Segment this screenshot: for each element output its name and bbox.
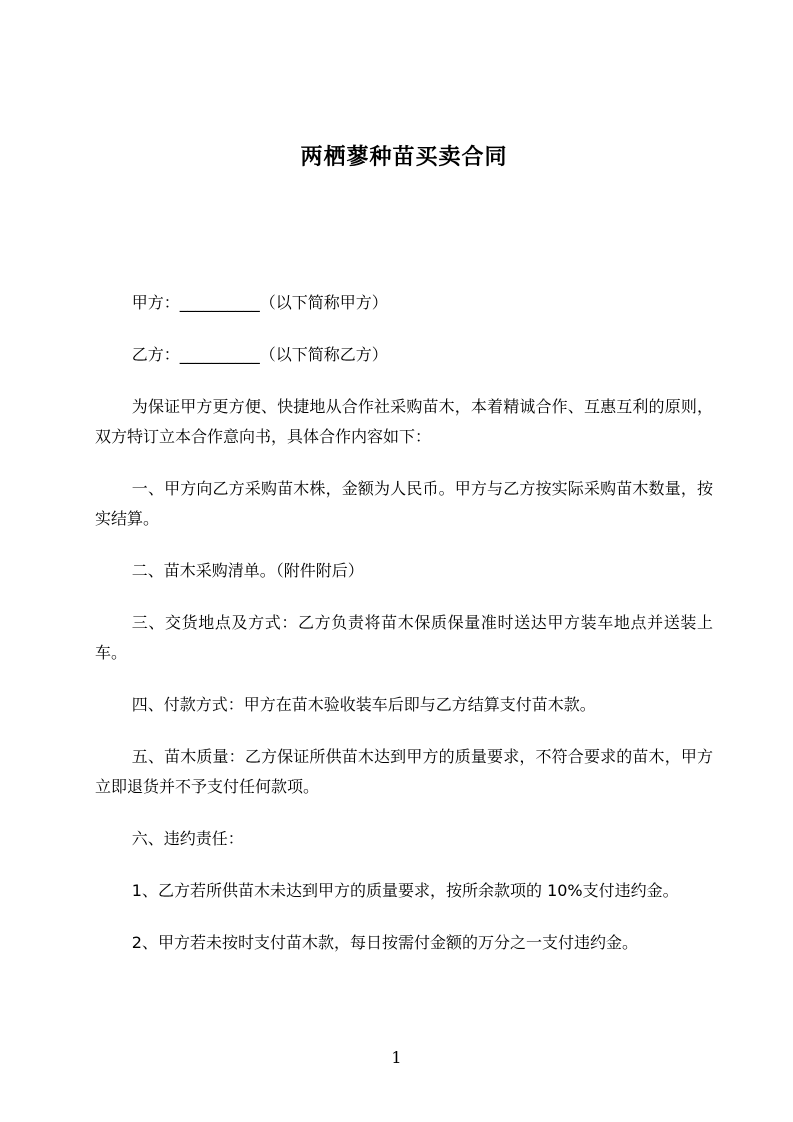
clause-2: 二、苗木采购清单。（附件附后）: [131, 561, 364, 580]
party-a-line: 甲方：__________（以下简称甲方）: [131, 293, 388, 312]
clause-1: 一、甲方向乙方采购苗木株，金额为人民币。甲方与乙方按实际采购苗木数量，按实结算。: [95, 479, 713, 528]
clause-6-subitem-1: 1、乙方若所供苗木未达到甲方的质量要求，按所余款项的 10%支付违约金。: [131, 881, 679, 900]
preamble-paragraph: 为保证甲方更方便、快捷地从合作社采购苗木，本着精诚合作、互惠互利的原则，双方特订立本合作意向书，具体合作内容如下：: [95, 397, 713, 446]
clause-5: 五、苗木质量：乙方保证所供苗木达到甲方的质量要求，不符合要求的苗木，甲方立即退货并不予支付任何款项。: [95, 747, 713, 796]
clause-6-subitem-2: 2、甲方若未按时支付苗木款，每日按需付金额的万分之一支付违约金。: [131, 933, 638, 952]
clause-6: 六、违约责任：: [131, 829, 244, 848]
clause-3: 三、交货地点及方式：乙方负责将苗木保质保量准时送达甲方装车地点并送装上车。: [95, 613, 713, 662]
page-number: 1: [391, 1048, 402, 1067]
party-b-line: 乙方：__________（以下简称乙方）: [131, 345, 388, 364]
clause-4: 四、付款方式：甲方在苗木验收装车后即与乙方结算支付苗木款。: [131, 695, 596, 714]
document-title: 两栖蓼种苗买卖合同: [300, 145, 508, 170]
